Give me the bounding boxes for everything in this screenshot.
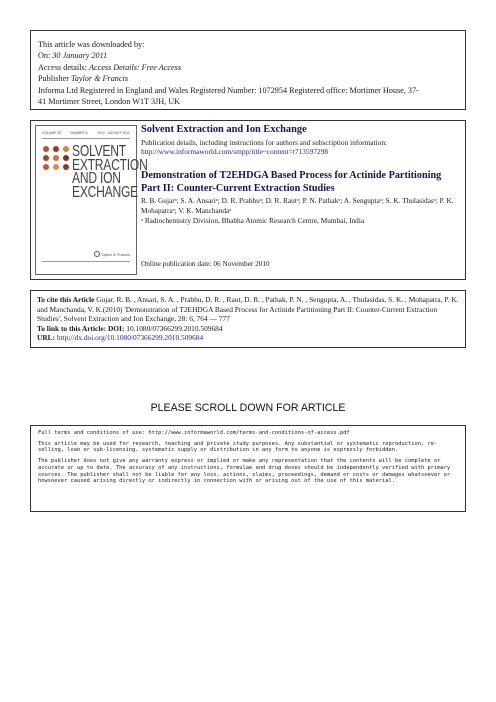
- cover-publisher-logo: [94, 251, 130, 257]
- downloaded-by-line: This article was downloaded by:: [38, 40, 145, 49]
- cover-number: NUMBER 6: [70, 131, 88, 135]
- publication-details-text: Publication details, including instructions for authors and subscription information:: [141, 138, 388, 147]
- access-details-line: [38, 62, 457, 73]
- cover-dot: [43, 164, 49, 170]
- journal-cover-image: [35, 125, 148, 275]
- publisher-label: Publisher: [38, 74, 69, 84]
- publisher-line: [38, 73, 457, 84]
- access-value: Access Details: Free Access: [88, 62, 182, 72]
- cover-title-line: EXCHANGE: [72, 183, 138, 201]
- url-label: URL:: [37, 333, 56, 343]
- cite-body: Gujar, R. B. , Ansari, S. A. , Prabhu, D. R. , Raut, D. R. , Pathak, P. N. , Sengupta, A. , Thulasidas, S. K. , Mohapatra, P. K. and Manchanda, V. K.(2010) 'Demonstration of T2EHDGA Based Process for Actinide Partitioning Part II: Counter-Current Extraction Studies', Solvent Extraction and Ion Exchange, 28: 6, 764 — 777: [37, 295, 459, 324]
- publisher-value: Taylor & Francis: [70, 74, 128, 84]
- citation-box: [30, 290, 466, 348]
- cover-dot: [53, 146, 59, 152]
- publisher-logo-icon: [94, 251, 100, 257]
- cover-dot: [43, 146, 49, 152]
- cover-volume: VOLUME 28: [42, 131, 61, 135]
- cover-title-line: EXTRACTION: [72, 156, 148, 174]
- download-date: 30 January 2011: [52, 51, 108, 61]
- terms-disclaimer-paragraph: The publisher does not give any warranty express or implied or make any representation that the contents will be complete or accurate or up to date. The accuracy of any instructions, formulae and drug doses should be independently verified with primary sources. The publisher shall not be liable for any loss, actions, claims, proceedings, demand or costs or damages whatsoever or howsoever caused arising directly or indirectly in connection with or arising out of the use of this material.: [38, 458, 451, 485]
- cover-dot: [63, 164, 69, 170]
- registration-line-1: Informa Ltd Registered in England and Wales Registered Number: 1072954 Registered office: Mortimer House, 37-: [38, 85, 419, 95]
- cover-dot: [53, 164, 59, 170]
- cover-title: [72, 145, 148, 199]
- doi-label: To link to this Article: DOI:: [37, 323, 125, 333]
- doi-value: 10.1080/07366299.2010.509684: [126, 323, 223, 333]
- cover-dot: [63, 146, 69, 152]
- on-label: On:: [38, 51, 51, 61]
- cover-title-line: SOLVENT: [72, 143, 126, 160]
- cover-dot: [53, 155, 59, 161]
- cover-dot: [43, 155, 49, 161]
- cover-divider-top: [42, 138, 130, 139]
- download-date-line: [38, 50, 457, 61]
- download-info-box: [30, 30, 466, 110]
- terms-usage-paragraph: This article may be used for research, teaching and private study purposes. Any substantial or systematic reproduction, re-selling, loan or sub-licensing, systematic supply or distribution in any form to anyone is expressly forbidden.: [38, 440, 438, 454]
- terms-box: [30, 425, 466, 512]
- doi-line: [37, 324, 460, 334]
- journal-title: Solvent Extraction and Ion Exchange: [141, 124, 307, 135]
- cover-volume-line: [42, 131, 130, 135]
- online-publication-date: Online publication date: 06 November 2010: [141, 259, 270, 268]
- article-info-box: [30, 120, 466, 280]
- registration-line-2: 41 Mortimer Street, London W1T 3JH, UK: [38, 97, 181, 107]
- access-label: Access details:: [38, 62, 87, 72]
- cover-dot-grid: [43, 146, 70, 170]
- journal-url-link[interactable]: http://www.informaworld.com/smpp/title~content=t713597298: [141, 147, 329, 156]
- cover-divider-bottom: [42, 261, 130, 262]
- cover-issue-date: 2010 · AUGUST 2010: [97, 131, 130, 135]
- url-line: [37, 333, 460, 343]
- scroll-notice: PLEASE SCROLL DOWN FOR ARTICLE: [150, 402, 346, 414]
- citation-text: [37, 295, 460, 324]
- cover-dot: [63, 155, 69, 161]
- article-title: Demonstration of T2EHDGA Based Process for Actinide Partitioning Part II: Counter-Current Extraction Studies: [141, 170, 442, 194]
- author-affiliation: ᵃ Radiochemistry Division, Bhabha Atomic Research Centre, Mumbai, India: [141, 216, 365, 225]
- article-authors: R. B. Gujarᵃ; S. A. Ansariᵃ; D. R. Prabhuᵃ; D. R. Rautᵃ; P. N. Pathakᵃ; A. Senguptaᵃ; S. K. Thulasidasᵃ; P. K. Mohapatraᵃ; V. K. Manchandaᵃ: [141, 196, 454, 216]
- doi-url-link[interactable]: http://dx.doi.org/10.1080/07366299.2010.509684: [56, 333, 204, 343]
- cover-title-line: AND ION: [72, 170, 121, 187]
- terms-url-line: Full terms and conditions of use: http://www.informaworld.com/terms-and-conditions-of-access.pdf: [38, 430, 350, 436]
- cover-publisher-name: Taylor & Francis: [101, 251, 130, 257]
- cite-label: To cite this Article: [37, 295, 95, 304]
- publication-details: [141, 138, 387, 156]
